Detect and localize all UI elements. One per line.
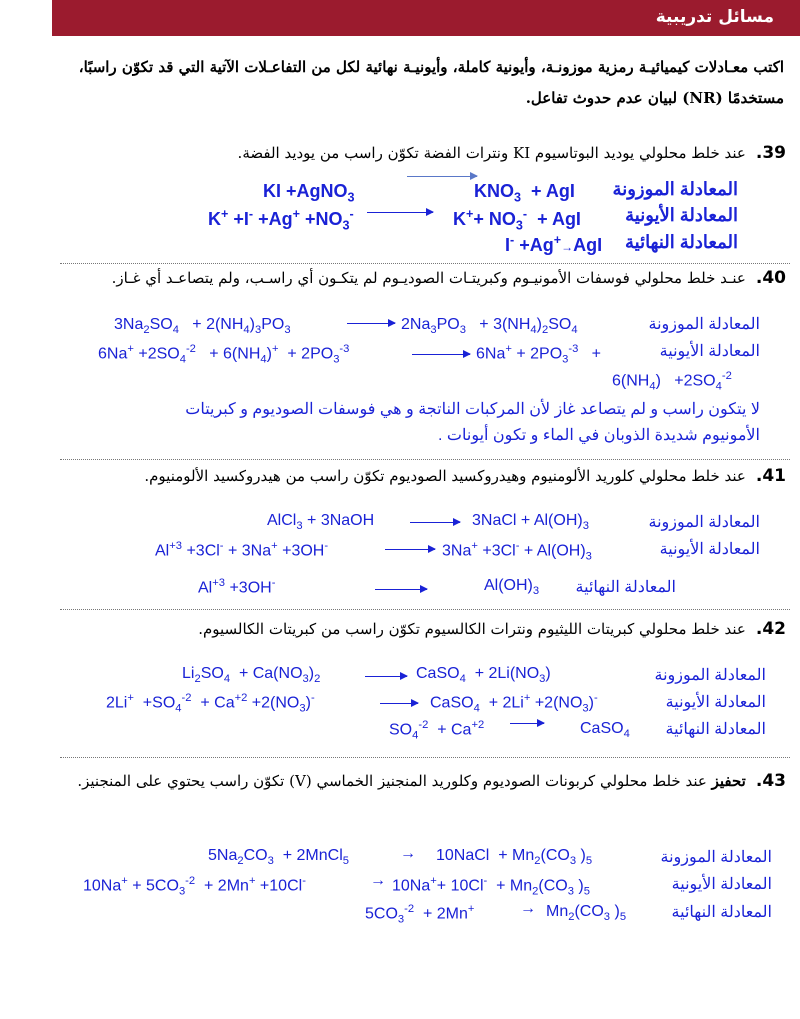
- question-text: عنـد خلط محلولي فوسفات الأمونيـوم وكبريتـات الصوديـوم لم يتكـون أي راسـب، ولم يتصاعـد أي غـاز.: [111, 269, 746, 287]
- q42-ionic-products: CaSO$_4$ + $2Li^+ +2(NO_3)^-$: [430, 692, 598, 715]
- question-41: [144, 466, 786, 486]
- q43-net-label: المعادلة النهائية: [671, 904, 772, 921]
- reaction-arrow: [510, 723, 544, 724]
- q42-balanced-reactants: $Li_2SO_4 + Ca(NO_3)_2$: [182, 665, 321, 686]
- reaction-arrow: [375, 589, 427, 590]
- reaction-arrow-glyph: →: [400, 845, 416, 862]
- q41-balanced-products: 3NaCl + $Al(OH)_3$: [472, 512, 589, 533]
- q40-balanced-products: $2Na_3PO_3 + 3(NH_4)_2SO_4$: [401, 316, 578, 337]
- q40-explanation-line-1: لا يتكون راسب و لم يتصاعد غاز لأن المركبات الناتجة و هي فوسفات الصوديوم و كبريتات: [185, 401, 760, 418]
- reaction-arrow: [380, 703, 418, 704]
- question-number: 43.: [755, 771, 786, 791]
- q42-net-label: المعادلة النهائية: [665, 721, 766, 738]
- q43-net-products: $Mn_2(CO_3$ )$_5$: [546, 903, 627, 924]
- q39-ionic-label: المعادلة الأيونية: [625, 205, 738, 225]
- q39-net-label: المعادلة النهائية: [624, 232, 738, 252]
- q39-balanced-label: المعادلة الموزونة: [612, 179, 738, 199]
- q41-net-label: المعادلة النهائية: [575, 579, 676, 596]
- q40-ionic-products: $6Na^+ + 2PO_3^{-3}$ +: [476, 343, 602, 366]
- q40-balanced-reactants: $3Na_2SO_4 + 2(NH_4)_3PO_3$: [114, 316, 291, 337]
- q43-ionic-products: $10Na^++ 10Cl^- + Mn_2(CO_3$ )$_5$: [392, 875, 590, 898]
- question-text: عند خلط محلولي كربونات الصوديوم وكلوريد المنجنيز الخماسي (V) تكوّن راسب يحتوي على المنجنيز.: [77, 772, 707, 790]
- q43-net-reactants: $5CO_3^{-2} + 2Mn^+$: [365, 903, 475, 926]
- q43-balanced-reactants: $5Na_2CO_3$ + 2MnCl$_5$: [208, 847, 349, 868]
- question-number: 42.: [755, 619, 786, 639]
- question-number: 39.: [755, 143, 786, 163]
- q40-ionic-label: المعادلة الأيونية: [659, 343, 760, 360]
- q40-balanced-label: المعادلة الموزونة: [648, 316, 760, 333]
- divider: [60, 263, 790, 264]
- q41-ionic-reactants: $Al^{+3} +3Cl^- + 3Na^+ +3OH^-$: [155, 540, 329, 560]
- question-42: [198, 619, 786, 639]
- reaction-arrow: [347, 323, 395, 324]
- q40-ionic-products-continued: $6(NH_4) +2SO_4^{-2}$: [612, 370, 732, 393]
- q39-ionic-products: $K^++ NO_3^-$ + AgI: [453, 207, 581, 233]
- question-text: عند خلط محلولي كبريتات الليثيوم ونترات الكالسيوم تكوّن راسب من كبريتات الكالسيوم.: [198, 620, 746, 638]
- q43-ionic-reactants: $10Na^+ + 5CO_3^{-2} + 2Mn^+ +10Cl^-$: [83, 875, 306, 898]
- section-banner: [52, 0, 800, 36]
- q41-net-reactants: $Al^{+3} +3OH^-$: [198, 577, 276, 597]
- q42-ionic-reactants: $2Li^+ +SO_4^{-2} + Ca^{+2} +2(NO_3)^-$: [106, 692, 315, 715]
- q39-ionic-reactants: $K^+ +I^- +Ag^+ +NO_3^-$: [208, 207, 354, 233]
- q43-balanced-label: المعادلة الموزونة: [660, 849, 772, 866]
- reaction-arrow-glyph: →: [370, 872, 386, 889]
- question-43: [77, 771, 786, 791]
- q39-net-equation: I- +Ag+→AgI: [505, 233, 603, 255]
- question-text: عند خلط محلولي يوديد البوتاسيوم KI ونترات الفضة تكوّن راسب من يوديد الفضة.: [237, 144, 746, 162]
- q40-ionic-reactants: $6Na^+ +2SO_4^{-2} + 6(NH_4)^+ + 2PO_3^{-3}$: [98, 343, 350, 366]
- q39-balanced-reactants: KI +AgNO$_3$: [263, 181, 355, 205]
- section-title: مسائل تدريبية: [655, 7, 774, 27]
- q42-net-products: CaSO$_4$: [580, 720, 630, 741]
- q39-balanced-products: $KNO_3$ + AgI: [474, 181, 575, 205]
- reaction-arrow: [367, 212, 433, 213]
- q43-ionic-label: المعادلة الأيونية: [671, 876, 772, 893]
- divider: [60, 459, 790, 460]
- question-text: عند خلط محلولي كلوريد الألومنيوم وهيدروكسيد الصوديوم تكوّن راسب من هيدروكسيد الألومنيوم.: [144, 467, 746, 485]
- q42-ionic-label: المعادلة الأيونية: [665, 694, 766, 711]
- question-number: 40.: [755, 268, 786, 288]
- q40-explanation-line-2: الأمونيوم شديدة الذوبان في الماء و تكون أيونات .: [438, 427, 760, 444]
- reaction-arrow: [412, 354, 470, 355]
- divider: [60, 757, 790, 758]
- q42-balanced-products: CaSO$_4$ + $2Li(NO_3)$: [416, 665, 551, 686]
- reaction-arrow: [407, 176, 477, 177]
- divider: [60, 609, 790, 610]
- reaction-arrow: [410, 522, 460, 523]
- question-40: [112, 268, 786, 288]
- reaction-arrow: [365, 676, 407, 677]
- q41-balanced-label: المعادلة الموزونة: [648, 514, 760, 531]
- q42-net-reactants: $SO_4^{-2} + Ca^{+2}$: [389, 719, 485, 742]
- question-39: [238, 143, 786, 163]
- q41-ionic-products: $3Na^+ +3Cl^- + Al(OH)_3$: [442, 540, 592, 563]
- intro-instructions: اكتب معـادلات كيميائيـة رمزية موزونـة، وأيونية كاملة، وأيونيـة نهائية لكل من التفاعـلات الآتية التي قد تكوّن راسبًا، مستخدمًا (NR) لبيان عدم حدوث تفاعل.: [78, 58, 784, 107]
- reaction-arrow: [385, 549, 435, 550]
- q41-balanced-reactants: AlCl$_3$ + 3NaOH: [267, 512, 375, 533]
- q41-ionic-label: المعادلة الأيونية: [659, 541, 760, 558]
- question-number: 41.: [755, 466, 786, 486]
- q42-balanced-label: المعادلة الموزونة: [654, 667, 766, 684]
- q41-net-products: $Al(OH)_3$: [484, 577, 540, 598]
- q43-balanced-products: 10NaCl + $Mn_2(CO_3$ )$_5$: [436, 847, 593, 868]
- reaction-arrow-glyph: →: [520, 900, 536, 917]
- question-bold-word: تحفيز: [711, 772, 746, 790]
